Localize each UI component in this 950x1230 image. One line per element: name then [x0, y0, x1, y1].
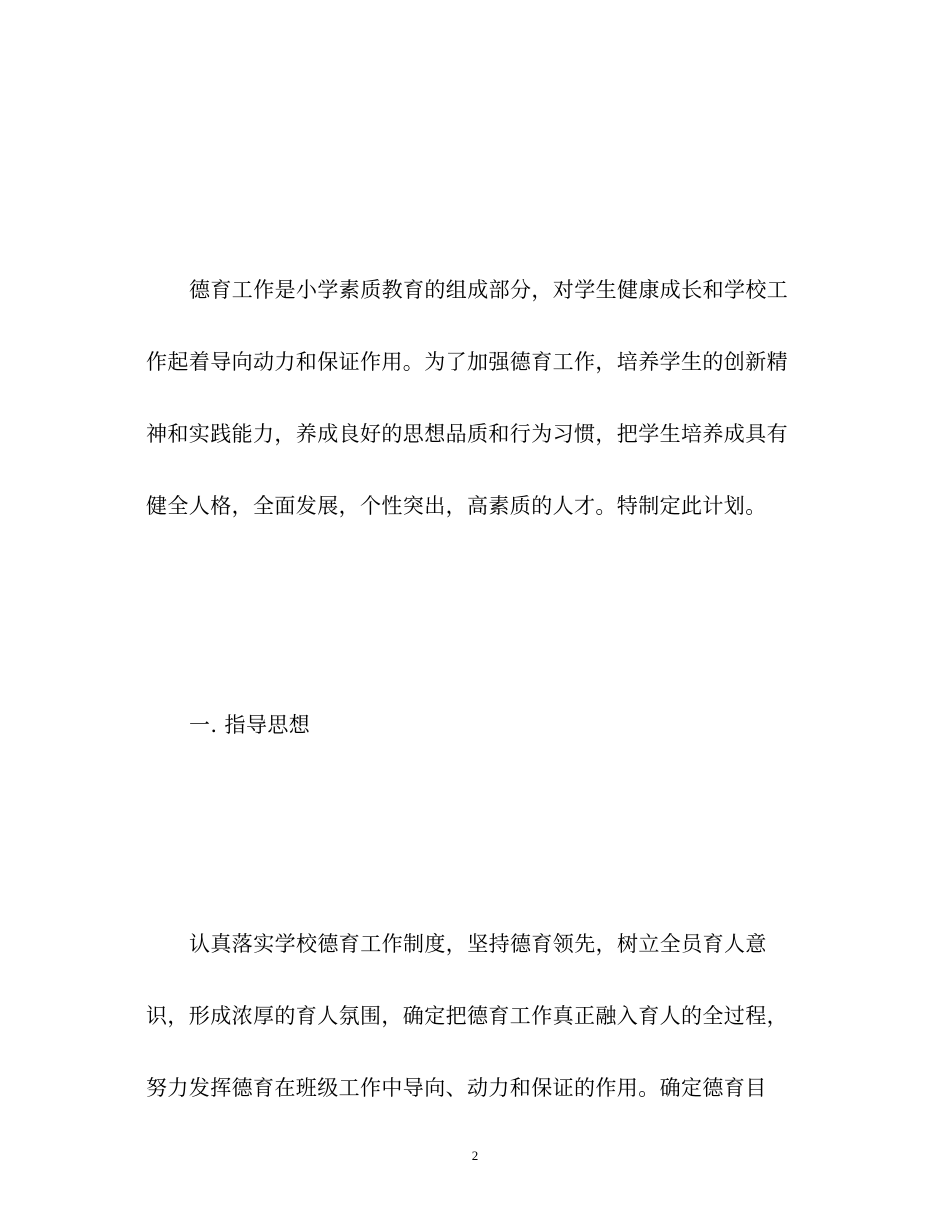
- paragraph-1-line-4: 健全人格，全面发展，个性突出，高素质的人才。特制定此计划。: [146, 494, 767, 518]
- section-heading-guiding-ideology: 一. 指导思想: [189, 713, 311, 737]
- paragraph-1-line-3: 神和实践能力，养成良好的思想品质和行为习惯，把学生培养成具有: [146, 422, 788, 446]
- paragraph-1-line-2: 作起着导向动力和保证作用。为了加强德育工作，培养学生的创新精: [146, 350, 788, 374]
- paragraph-2-line-2: 识，形成浓厚的育人氛围，确定把德育工作真正融入育人的全过程，: [146, 1004, 788, 1028]
- paragraph-1-line-1: 德育工作是小学素质教育的组成部分，对学生健康成长和学校工: [189, 278, 789, 302]
- paragraph-2-line-3: 努力发挥德育在班级工作中导向、动力和保证的作用。确定德育目: [146, 1076, 767, 1100]
- paragraph-2-line-1: 认真落实学校德育工作制度，坚持德育领先，树立全员育人意: [189, 932, 767, 956]
- page-number: 2: [471, 1148, 479, 1163]
